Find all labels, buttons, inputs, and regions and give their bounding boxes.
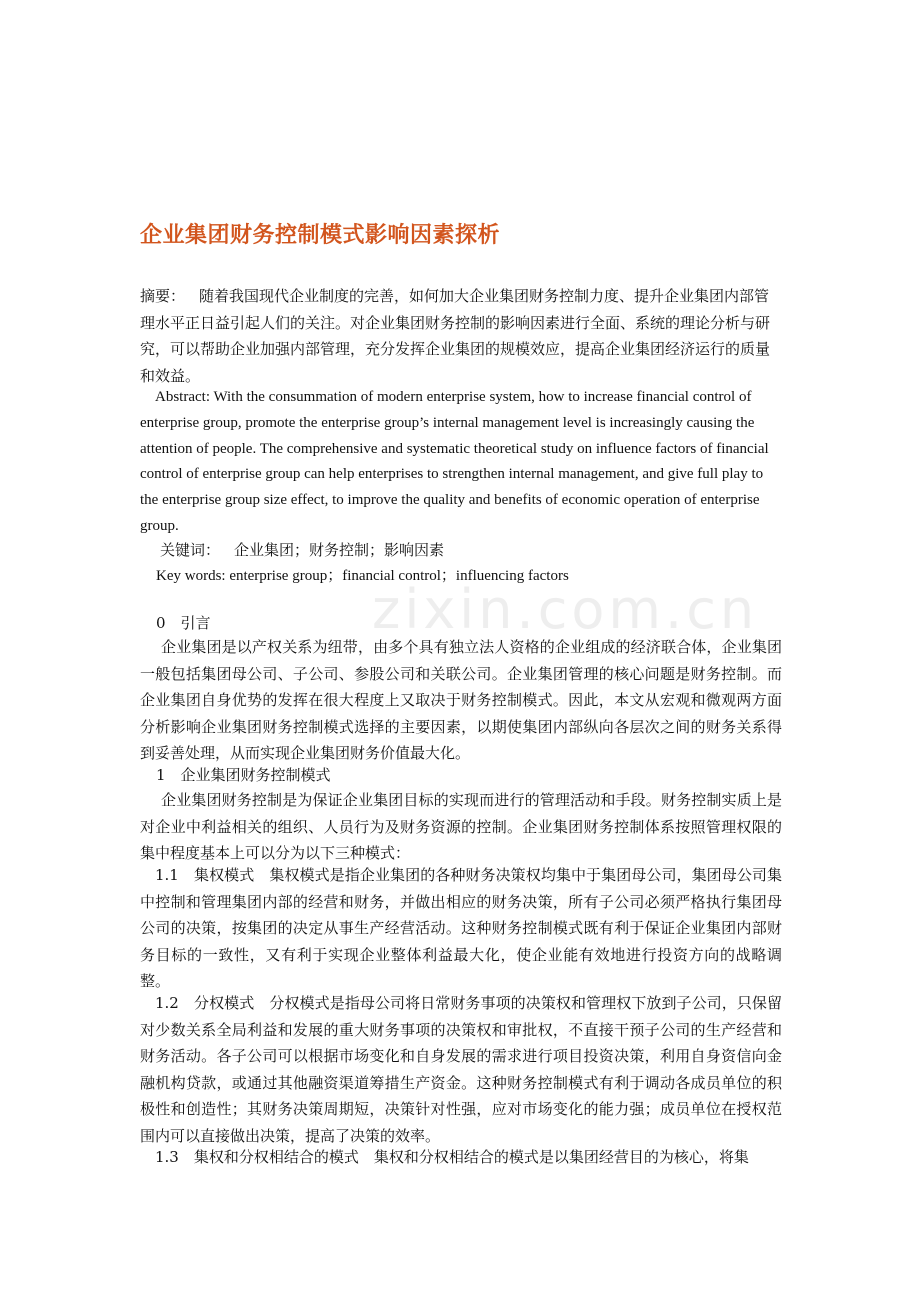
keywords-zh-label: 关键词： — [160, 541, 221, 559]
paragraph-mixed-mode: 1.3 集权和分权相结合的模式 集权和分权相结合的模式是以集团经营目的为核心，将集 — [155, 1148, 749, 1166]
section-heading-0: 0 引言 — [156, 614, 211, 632]
abstract-zh-label: 摘要： — [140, 287, 186, 305]
paragraph-centralized-mode: 1.1 集权模式 集权模式是指企业集团的各种财务决策权均集中于集团母公司，集团母公司集中控制和管理集团内部的经营和财务，并做出相应的财务决策，所有子公司必须严格执行集团母公司的决策，按集团的决定从事生产经营活动。这种财务控制模式既有利于保证企业集团内部财务目标的一致性，又有利于实现企业整体利益最大化，使企业能有效地进行投资方向的战略调整。 — [140, 866, 782, 990]
paragraph-intro: 企业集团是以产权关系为纽带，由多个具有独立法人资格的企业组成的经济联合体，企业集团一般包括集团母公司、子公司、参股公司和关联公司。企业集团管理的核心问题是财务控制。而企业集团自身优势的发挥在很大程度上又取决于财务控制模式。因此，本文从宏观和微观两方面分析影响企业集团财务控制模式选择的主要因素，以期使集团内部纵向各层次之间的财务关系得到妥善处理，从而实现企业集团财务价值最大化。 — [140, 638, 782, 762]
keywords-en: Key words: enterprise group；financial control；influencing factors — [156, 568, 569, 584]
paragraph-decentralized-mode: 1.2 分权模式 分权模式是指母公司将日常财务事项的决策权和管理权下放到子公司，只保留对少数关系全局利益和发展的重大财务事项的决策权和审批权，不直接干预子公司的生产经营和财务活动。各子公司可以根据市场变化和自身发展的需求进行项目投资决策，利用自身资信向金融机构贷款，或通过其他融资渠道筹措生产资金。这种财务控制模式有利于调动各成员单位的积极性和创造性；其财务决策周期短，决策针对性强，应对市场变化的能力强；成员单位在授权范围内可以直接做出决策，提高了决策的效率。 — [140, 994, 782, 1145]
section-heading-1: 1 企业集团财务控制模式 — [156, 766, 331, 784]
abstract-zh — [140, 283, 782, 389]
abstract-en: Abstract: With the consummation of modern enterprise system, how to increase financial control of enterprise group, promote the enterprise group’s internal management level is increasingly causing the attention of people. The comprehensive and systematic theoretical study on influence factors of financial control of enterprise group can help enterprises to strengthen internal management, and give full play to the enterprise group size effect, to improve the quality and benefits of economic operation of enterprise group. — [140, 389, 769, 534]
keywords-zh — [140, 537, 802, 564]
watermark: zixin.com.cn — [372, 578, 759, 641]
document-title: 企业集团财务控制模式影响因素探析 — [140, 223, 501, 248]
paragraph-control-overview: 企业集团财务控制是为保证企业集团目标的实现而进行的管理活动和手段。财务控制实质上是对企业中利益相关的组织、人员行为及财务资源的控制。企业集团财务控制体系按照管理权限的集中程度基本上可以分为以下三种模式： — [140, 791, 782, 862]
keywords-zh-text: 企业集团；财务控制；影响因素 — [234, 541, 445, 559]
abstract-zh-text: 随着我国现代企业制度的完善，如何加大企业集团财务控制力度、提升企业集团内部管理水平正日益引起人们的关注。对企业集团财务控制的影响因素进行全面、系统的理论分析与研究，可以帮助企业加强内部管理，充分发挥企业集团的规模效应，提高企业集团经济运行的质量和效益。 — [140, 287, 771, 385]
